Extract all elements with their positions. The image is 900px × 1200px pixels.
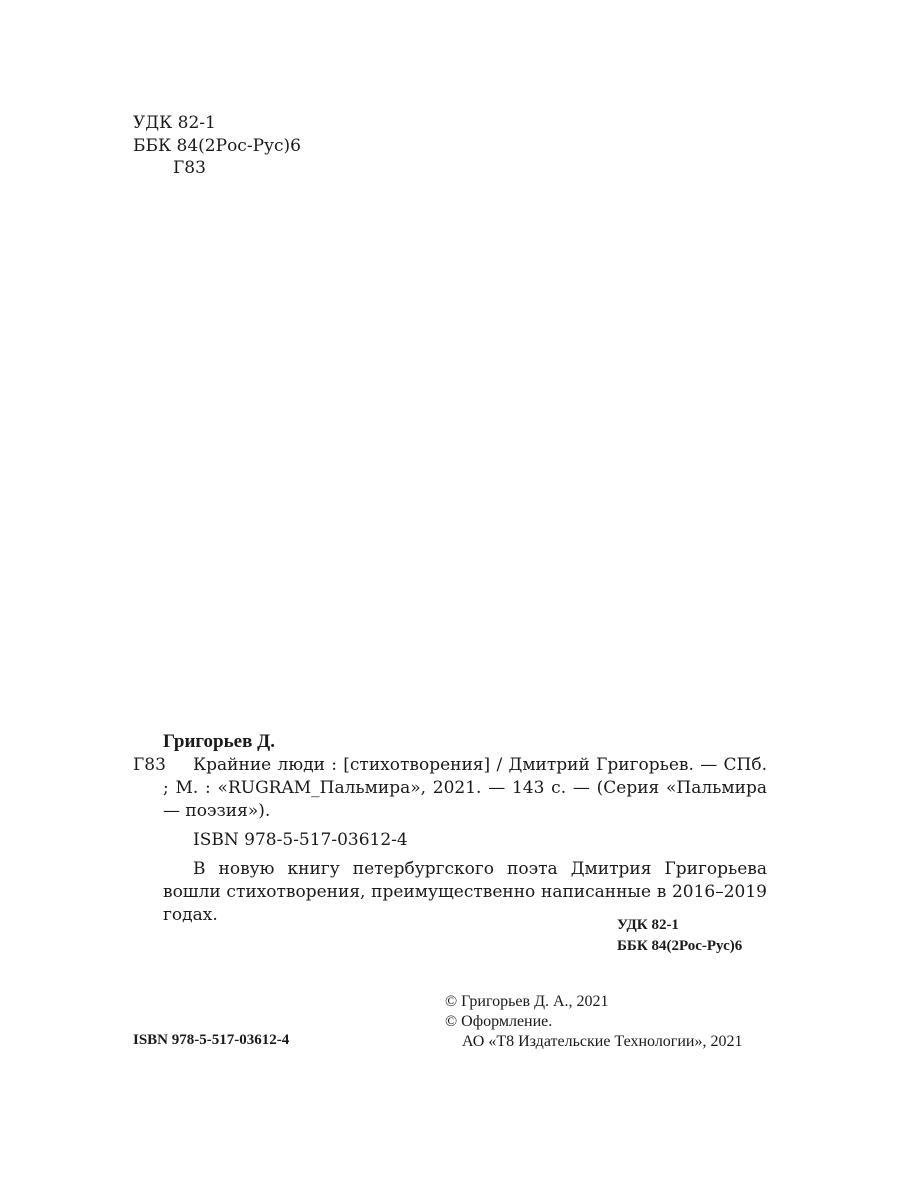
copyright-design: © Оформление.	[445, 1013, 553, 1030]
copyright-author: © Григорьев Д. А., 2021	[445, 993, 609, 1010]
bibliographic-description: Крайние люди : [стихотворения] / Дмитрий Григорьев. — СПб. ; М. : «RUGRAM_Пальмира», 2021. — 143 с. — (Серия «Пальмира — поэзия»).	[163, 755, 767, 821]
catalog-record-body	[163, 754, 767, 927]
bbk-code-bottom: ББК 84(2Рос-Рус)6	[617, 938, 743, 954]
copyright-publisher: АО «Т8 Издательские Технологии», 2021	[462, 1033, 743, 1050]
footer-isbn: ISBN 978-5-517-03612-4	[133, 1032, 290, 1048]
udk-code-bottom: УДК 82-1	[617, 917, 679, 933]
udk-code-top: УДК 82-1	[133, 113, 216, 133]
record-isbn: ISBN 978-5-517-03612-4	[193, 830, 408, 850]
author-heading: Григорьев Д.	[163, 731, 275, 752]
bbk-code-top: ББК 84(2Рос-Рус)6	[133, 136, 301, 156]
author-index-code: Г83	[133, 755, 166, 775]
author-sign-top: Г83	[173, 158, 206, 178]
annotation: В новую книгу петербургского поэта Дмитрия Григорьева вошли стихотворения, преимущественно написанные в 2016–2019 годах.	[163, 859, 767, 925]
